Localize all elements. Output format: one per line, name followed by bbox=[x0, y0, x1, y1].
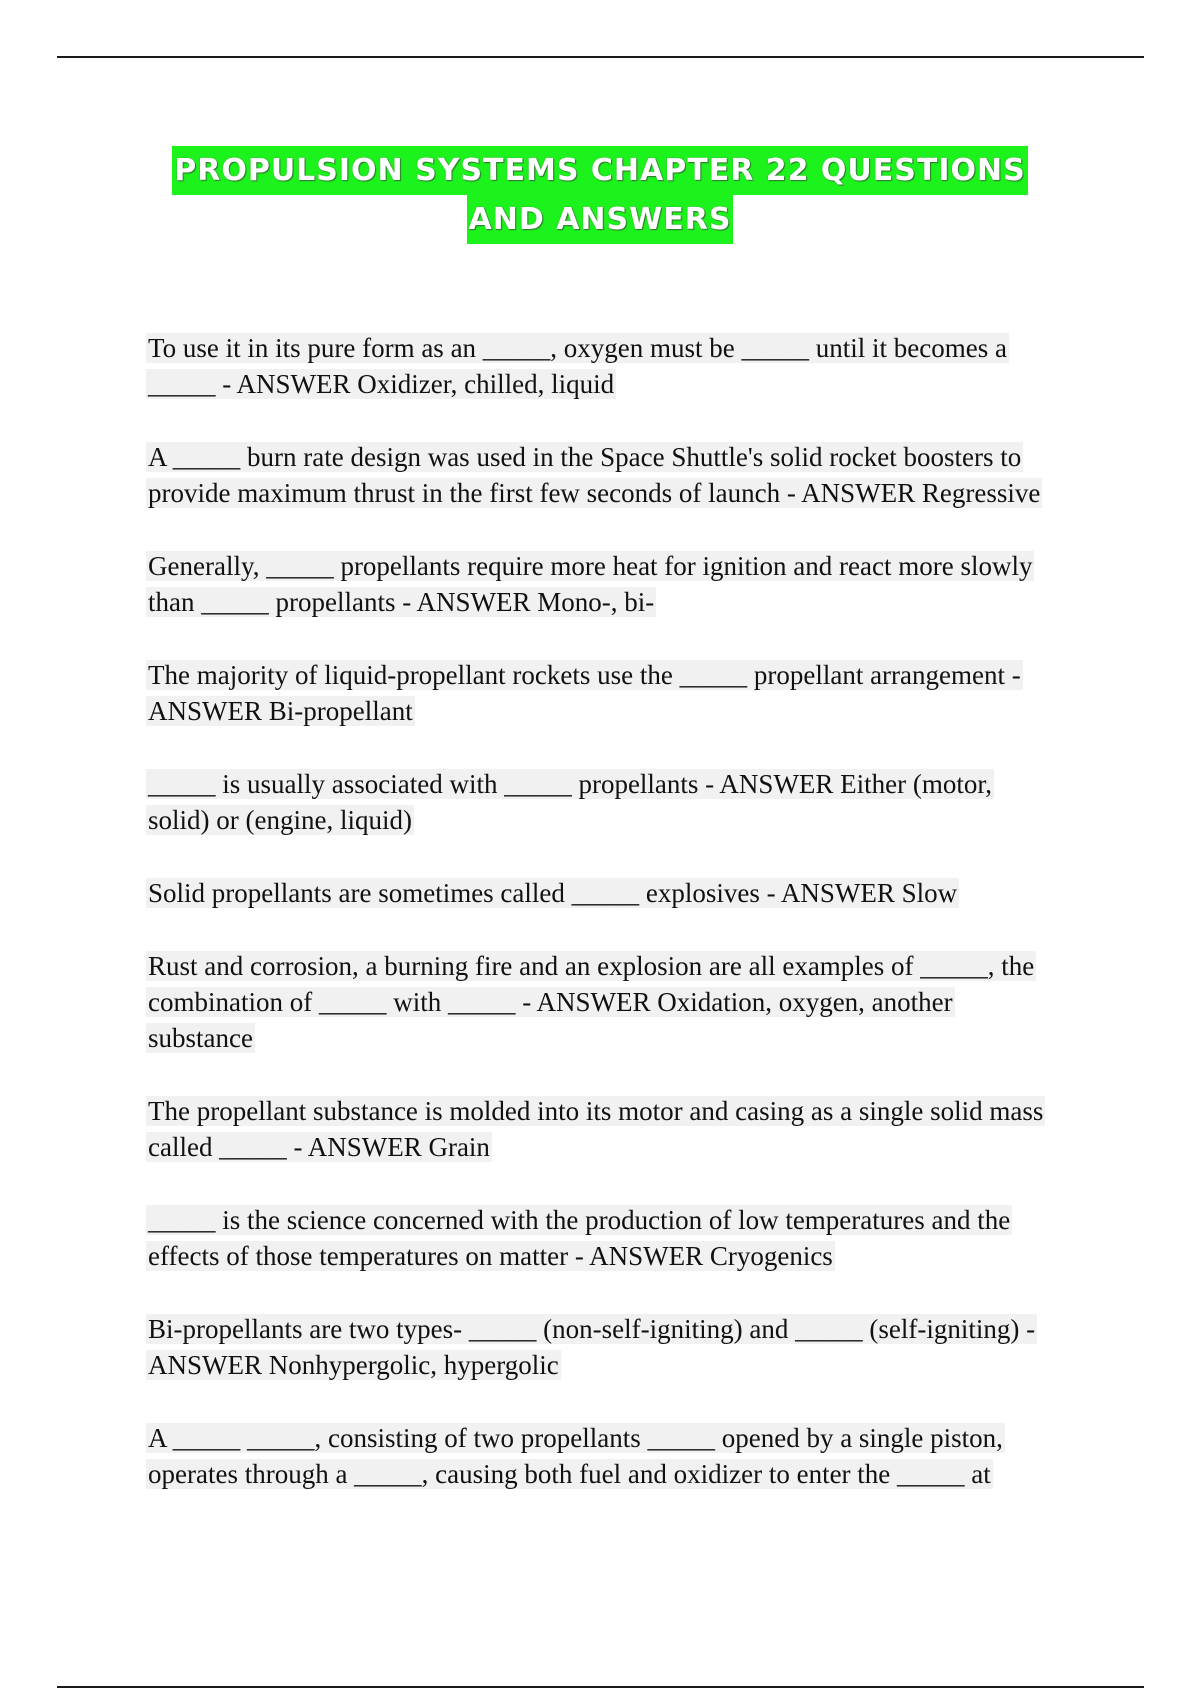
qa-item-text: Rust and corrosion, a burning fire and an explosion are all examples of _____, the combination of _____ with _____ - ANSWER Oxidation, oxygen, another substance bbox=[148, 951, 1035, 1053]
qa-item bbox=[146, 1420, 1046, 1492]
qa-item bbox=[146, 330, 1046, 402]
qa-item bbox=[146, 948, 1046, 1056]
qa-item bbox=[146, 548, 1046, 620]
qa-item-text: A _____ burn rate design was used in the Space Shuttle's solid rocket boosters to provide maximum thrust in the first few seconds of launch - ANSWER Regressive bbox=[148, 442, 1041, 508]
footer-rule bbox=[57, 1686, 1144, 1688]
qa-item-text: Solid propellants are sometimes called _____ explosives - ANSWER Slow bbox=[148, 878, 958, 908]
qa-item bbox=[146, 766, 1046, 838]
qa-item-text: The majority of liquid-propellant rockets use the _____ propellant arrangement - ANSWER Bi-propellant bbox=[148, 660, 1021, 726]
qa-item bbox=[146, 1311, 1046, 1383]
qa-item bbox=[146, 875, 1046, 911]
title-line-1: PROPULSION SYSTEMS CHAPTER 22 QUESTIONS bbox=[172, 146, 1028, 195]
qa-list bbox=[146, 330, 1046, 1529]
qa-item-text: Bi-propellants are two types- _____ (non-self-igniting) and _____ (self-igniting) - ANSWER Nonhypergolic, hypergolic bbox=[148, 1314, 1036, 1380]
qa-item-text: _____ is usually associated with _____ propellants - ANSWER Either (motor, solid) or (engine, liquid) bbox=[148, 769, 993, 835]
document-title bbox=[0, 146, 1200, 244]
qa-item bbox=[146, 1202, 1046, 1274]
qa-item-text: The propellant substance is molded into its motor and casing as a single solid mass called _____ - ANSWER Grain bbox=[148, 1096, 1044, 1162]
qa-item-text: Generally, _____ propellants require more heat for ignition and react more slowly than _____ propellants - ANSWER Mono-, bi- bbox=[148, 551, 1033, 617]
header-rule bbox=[57, 56, 1144, 58]
qa-item-text: _____ is the science concerned with the production of low temperatures and the effects of those temperatures on matter - ANSWER Cryogenics bbox=[148, 1205, 1011, 1271]
qa-item bbox=[146, 657, 1046, 729]
qa-item bbox=[146, 1093, 1046, 1165]
qa-item-text: A _____ _____, consisting of two propellants _____ opened by a single piston, operates through a _____, causing both fuel and oxidizer to enter the _____ at bbox=[148, 1423, 1003, 1489]
qa-item-text: To use it in its pure form as an _____, oxygen must be _____ until it becomes a _____ - ANSWER Oxidizer, chilled, liquid bbox=[148, 333, 1007, 399]
qa-item bbox=[146, 439, 1046, 511]
title-line-2: AND ANSWERS bbox=[467, 195, 734, 244]
